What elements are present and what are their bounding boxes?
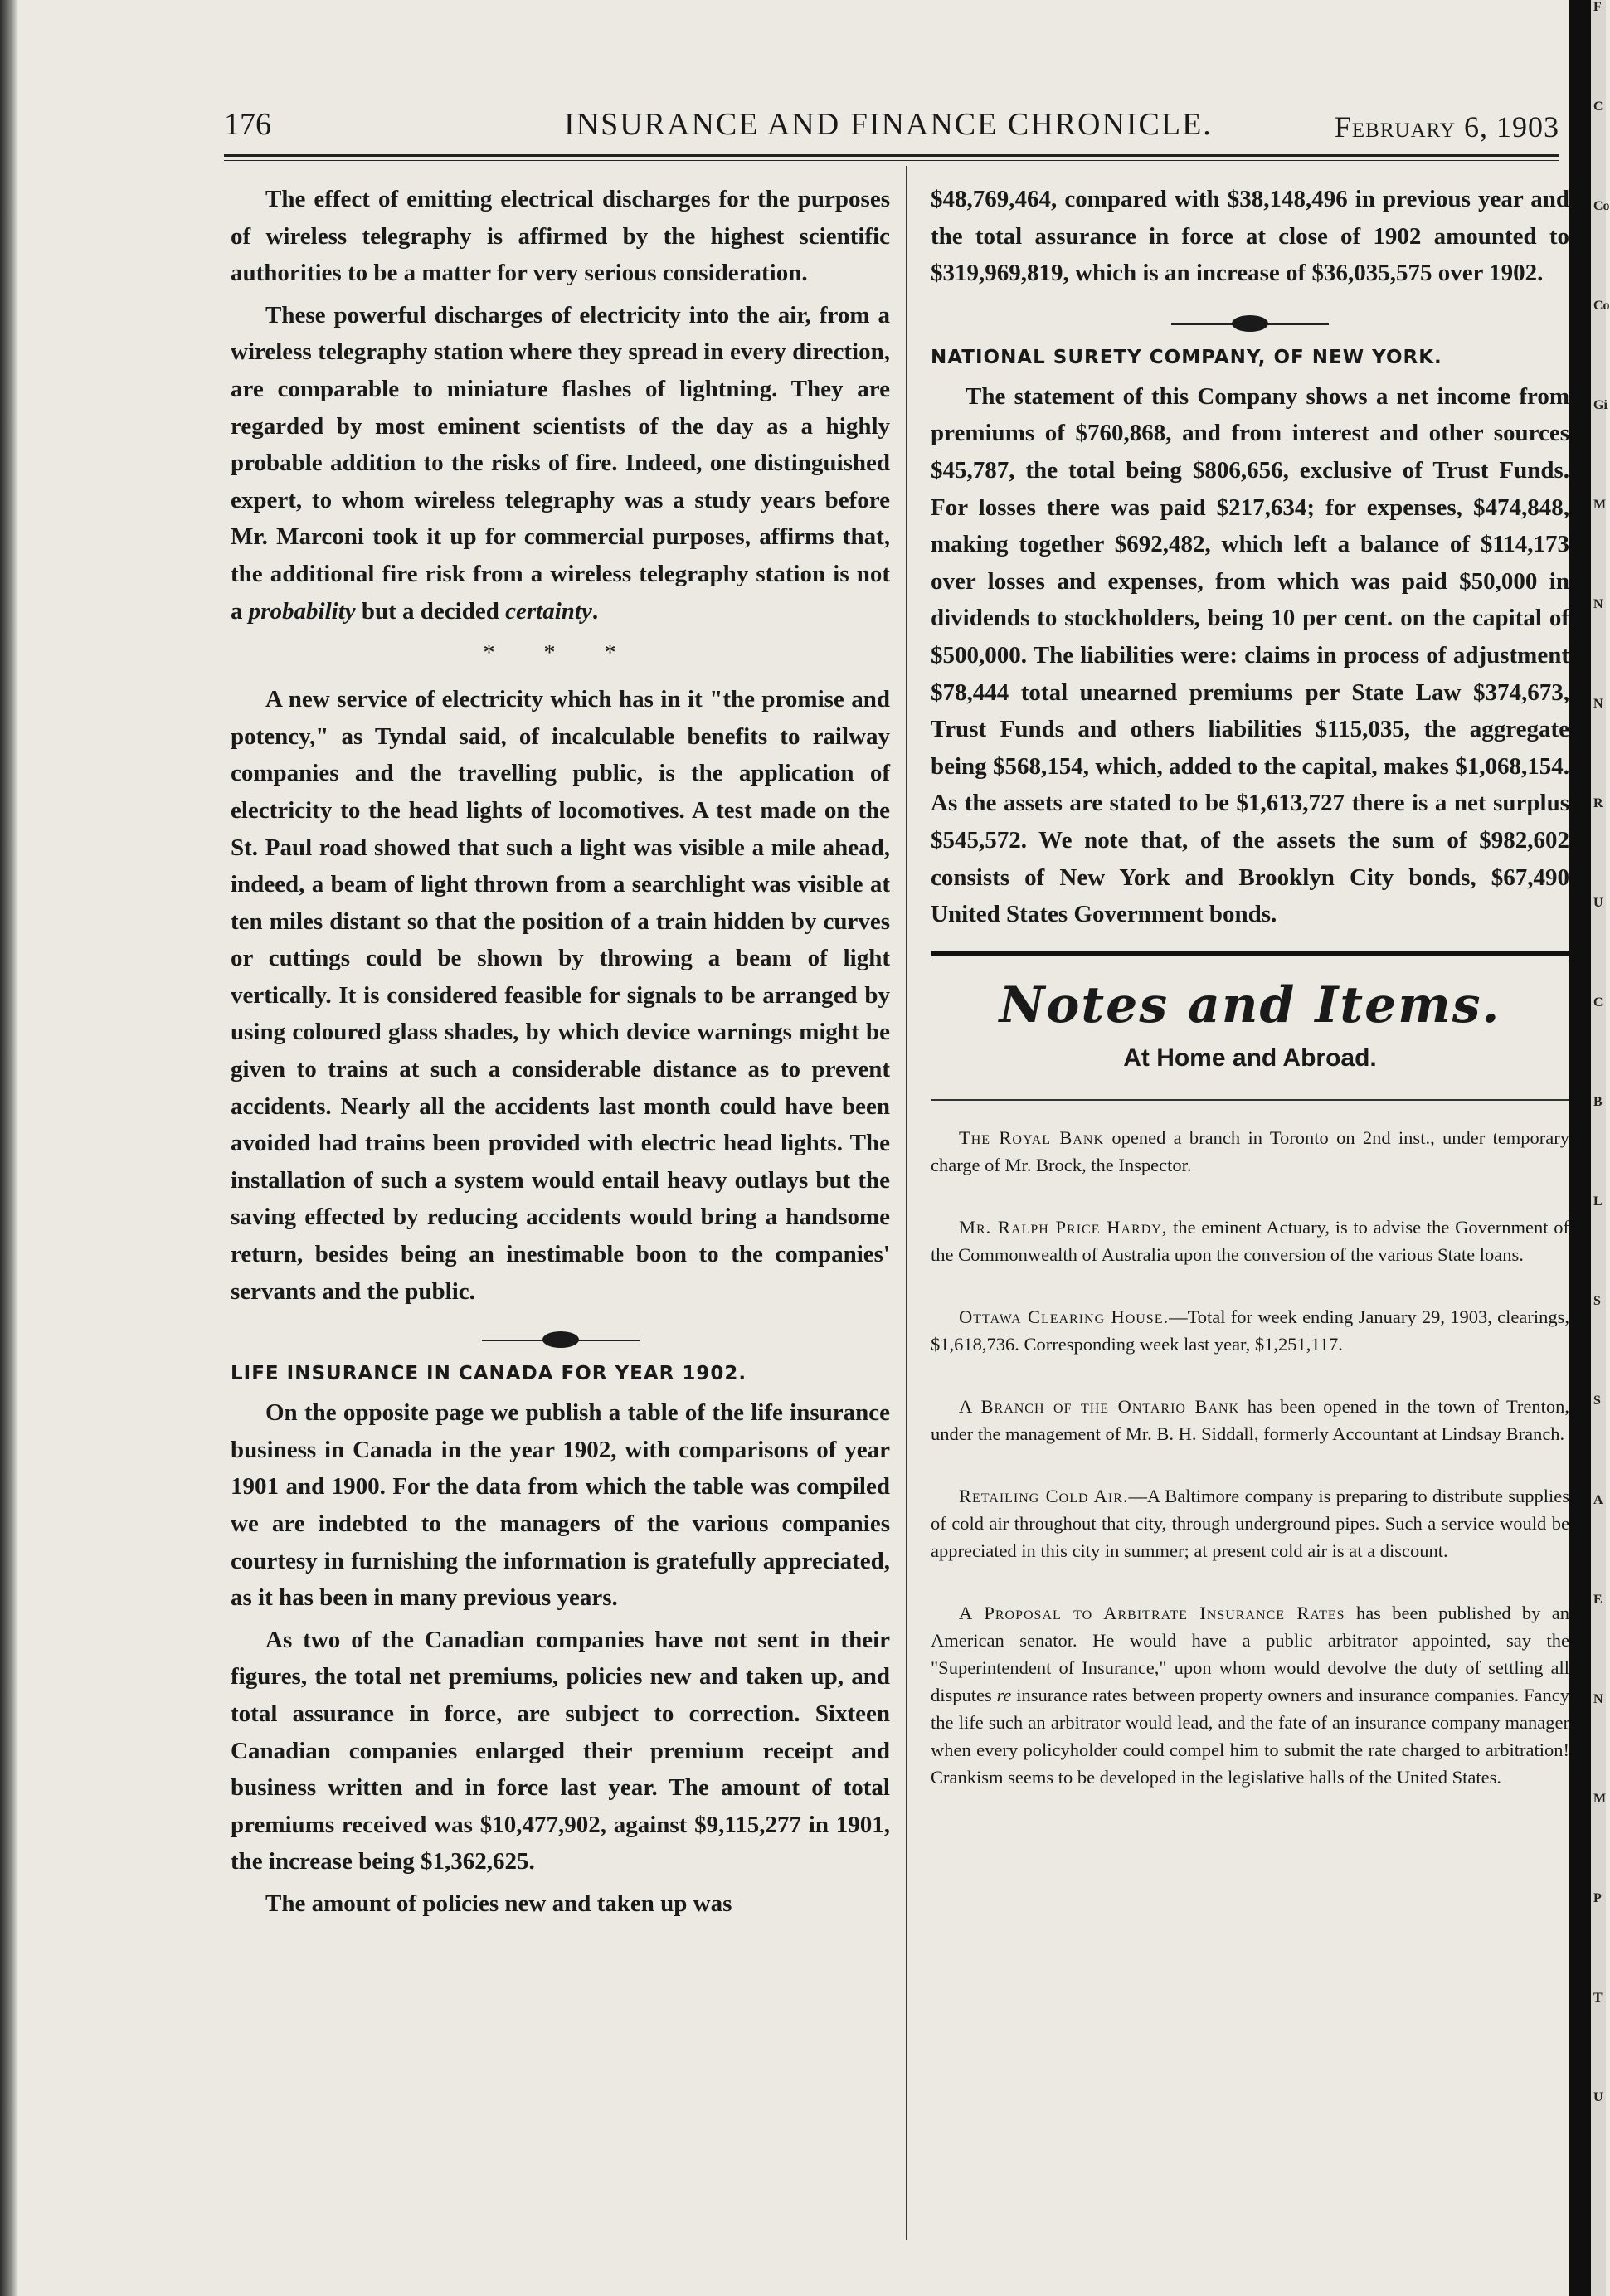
- gutter-letter: N: [1593, 697, 1603, 711]
- note-text: has been opened in the town of Trenton, under the management of Mr. B. H. Siddall, formerly Accountant at Lindsay Branch.: [931, 1395, 1570, 1444]
- note-text-b: insurance rates between property owners and insurance companies. Fancy the life such an arbitrator would lead, and the fate of an insurance company manager when every policyholder could compel him to submit the rate charged to arbitration! Crankism seems to be developed in the legislative halls of the United States.: [931, 1684, 1569, 1788]
- notes-top-rule: [931, 951, 1569, 956]
- paragraph-life-continued: $48,769,464, compared with $38,148,496 in previous year and the total assurance in force at close of 1902 amounted to $319,969,819, which is an increase of $36,035,575 over 1902.: [931, 186, 1569, 287]
- gutter-letter: Co: [1593, 199, 1610, 213]
- notes-rule: [931, 1099, 1569, 1101]
- paragraph-headlights: A new service of electricity which has in it "the promise and potency," as Tyndal said, of incalculable benefits to railway companies and the travelling public, is the application of electricity to the head lights of locomotives. A test made on the St. Paul road showed that such a light was visible a mile ahead, indeed, a beam of light thrown from a searchlight was visible at ten miles distant so that the position of a train hidden by curves or cuttings could be shown by throwing a beam of light vertically. It is considered feasible for signals to be arranged by using coloured glass shades, by which device warnings might be given to trains at such a considerable distance as to prevent accidents. Nearly all the accidents last month could have been avoided had trains been provided with electric head lights. The installation of such a system would entail heavy outlays but the saving effected by reducing accidents would bring a handsome return, besides being an inestimable boon to the companies' servants and the public.: [231, 686, 890, 1305]
- heading-life-insurance: LIFE INSURANCE IN CANADA FOR YEAR 1902.: [231, 1363, 747, 1385]
- note-item: [931, 1303, 1569, 1358]
- gutter-letter: A: [1593, 1493, 1603, 1507]
- note-text: the eminent Actuary, is to advise the Government of the Commonwealth of Australia upon the conversion of the various State loans.: [931, 1216, 1570, 1265]
- note-item: [931, 1214, 1569, 1268]
- note-lead: The Royal Bank: [959, 1126, 1105, 1148]
- gutter-letter: S: [1593, 1394, 1601, 1408]
- paragraph-life-premiums: As two of the Canadian companies have not sent in their figures, the total net premiums, policies new and taken up, and total assurance in force, are subject to correction. Sixteen Canadian companies enlarged their premium receipt and business written and in force last year. The amount of total premiums received was $10,477,902, against $9,115,277 in 1901, the increase being $1,362,625.: [231, 1626, 890, 1875]
- ornament-diamond: [542, 1331, 579, 1348]
- ornament-diamond: [1232, 315, 1268, 332]
- note-item: [931, 1393, 1569, 1447]
- gutter-letter: F: [1593, 0, 1602, 14]
- header-rule: [224, 154, 1559, 161]
- gutter-letter: M: [1593, 1792, 1607, 1806]
- paragraph-wireless-risk-end: .: [591, 597, 599, 625]
- journal-title: INSURANCE AND FINANCE CHRONICLE.: [564, 107, 1213, 142]
- page-header: [224, 106, 1559, 156]
- left-column: [231, 181, 890, 1923]
- note-text: —A Baltimore company is preparing to distribute supplies of cold air throughout that city, through underground pipes. Such a service would be appreciated in this city in summer; at present cold air is at a discount.: [931, 1485, 1570, 1561]
- gutter-letter: C: [1593, 995, 1603, 1009]
- note-item: [931, 1482, 1569, 1564]
- notes-subtitle: At Home and Abroad.: [1123, 1043, 1377, 1072]
- gutter-letter: N: [1593, 1692, 1603, 1706]
- gutter-letter: Co: [1593, 299, 1610, 313]
- gutter-letter: M: [1593, 498, 1607, 512]
- gutter-letter: Gi: [1593, 398, 1608, 412]
- right-column: [931, 181, 1569, 1826]
- gutter-letter: P: [1593, 1891, 1602, 1905]
- section-stars: * * *: [483, 640, 638, 667]
- note-lead: A Branch of the Ontario Bank: [959, 1395, 1240, 1417]
- note-text: —Total for week ending January 29, 1903, clearings, $1,618,736. Corresponding week last year, $1,251,117.: [931, 1306, 1569, 1355]
- ornament-divider: [231, 1321, 890, 1360]
- paragraph-life-table: On the opposite page we publish a table of the life insurance business in Canada in the year 1902, with comparisons of year 1901 and 1900. For the data from which the table was compiled we are indebted to the managers of the various companies courtesy in furnishing the information is gratefully appreciated, as it has been in many previous years.: [231, 1399, 890, 1612]
- heading-national-surety: NATIONAL SURETY COMPANY, OF NEW YORK.: [931, 346, 1442, 368]
- emphasis-probability: probability: [248, 597, 356, 625]
- gutter-letter: T: [1593, 1991, 1603, 2005]
- ornament-divider-right: [931, 305, 1569, 343]
- gutter-letter: U: [1593, 2090, 1603, 2104]
- gutter-letter: B: [1593, 1095, 1603, 1109]
- gutter-letter: E: [1593, 1593, 1603, 1607]
- gutter-letter: C: [1593, 100, 1603, 114]
- paragraph-wireless-intro: The effect of emitting electrical discharges for the purposes of wireless telegraphy is affirmed by the highest scientific authorities to be a matter for very serious consideration.: [231, 186, 890, 287]
- note-item: [931, 1124, 1569, 1179]
- gutter-letter: N: [1593, 597, 1603, 611]
- note-text: opened a branch in Toronto on 2nd inst., under temporary charge of Mr. Brock, the Inspector.: [931, 1126, 1569, 1175]
- paragraph-wireless-risk-mid: but a decided: [361, 597, 499, 625]
- issue-date: February 6, 1903: [1334, 110, 1559, 144]
- paragraph-life-policies: The amount of policies new and taken up was: [265, 1890, 732, 1917]
- note-lead: Mr. Ralph Price Hardy,: [959, 1216, 1168, 1238]
- paragraph-wireless-risk-text: These powerful discharges of electricity into the air, from a wireless telegraphy station where they spread in every direction, are comparable to miniature flashes of lightning. They are regarded by most eminent scientists of the day as a highly probable addition to the risks of fire. Indeed, one distinguished expert, to whom wireless telegraphy was a study years before Mr. Marconi took it up for commercial purposes, affirms that, the additional fire risk from a wireless telegraphy station is not a: [231, 301, 890, 625]
- note-lead: Retailing Cold Air.: [959, 1485, 1129, 1506]
- emphasis-certainty: certainty: [505, 597, 592, 625]
- note-text-a: has been published by an American senator. He would have a public arbitrator appointed, say the "Superintendent of Insurance," upon whom would devolve the duty of settling all disputes: [931, 1602, 1569, 1705]
- page-number: 176: [224, 107, 271, 142]
- gutter-letter: L: [1593, 1194, 1603, 1209]
- paragraph-wireless-risk: [231, 297, 890, 630]
- page-edge-shadow: [0, 0, 18, 2296]
- column-divider: [906, 166, 907, 2240]
- note-emphasis-re: re: [996, 1684, 1012, 1705]
- paragraph-national-surety: The statement of this Company shows a net income from premiums of $760,868, and from interest and other sources $45,787, the total being $806,656, exclusive of Trust Funds. For losses there was paid $217,634; for expenses, $474,848, making together $692,482, which left a balance of $114,173 over losses and expenses, from which was paid $50,000 in dividends to stockholders, being 10 per cent. on the capital of $500,000. The liabilities were: claims in process of adjustment $78,444 total unearned premiums per State Law $374,673, Trust Funds and others liabilities $115,035, the aggregate being $568,154, which, added to the capital, makes $1,068,154. As the assets are stated to be $1,613,727 there is a net surplus $545,572. We note that, of the assets the sum of $982,602 consists of New York and Brooklyn City bonds, $67,490 United States Government bonds.: [931, 382, 1569, 928]
- notes-title: Notes and Items.: [999, 975, 1501, 1034]
- gutter-letter: U: [1593, 896, 1603, 910]
- note-lead: Ottawa Clearing House.: [959, 1306, 1170, 1327]
- gutter-letter: R: [1593, 796, 1603, 810]
- note-item-arbitration: [931, 1599, 1569, 1791]
- note-lead: A Proposal to Arbitrate Insurance Rates: [959, 1602, 1345, 1623]
- gutter-letter: S: [1593, 1294, 1601, 1308]
- adjacent-page-strip: [1591, 0, 1610, 2296]
